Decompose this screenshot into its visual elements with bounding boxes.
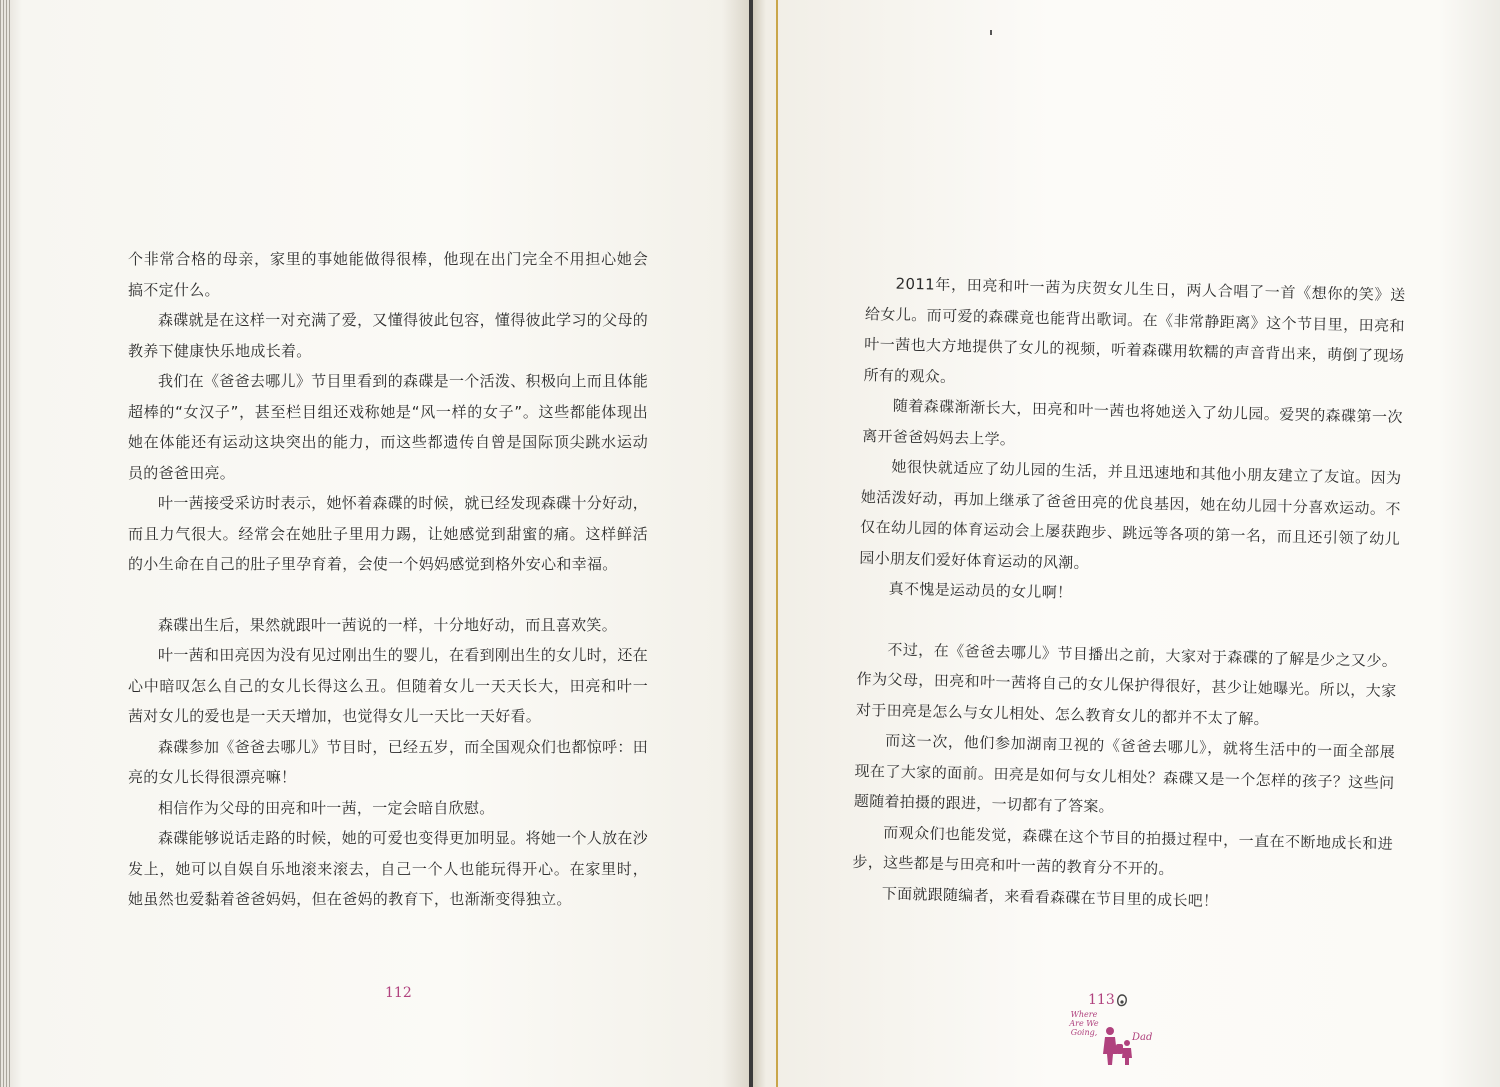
body-paragraph: 森碟出生后，果然就跟叶一茜说的一样，十分地好动，而且喜欢笑。: [158, 615, 618, 634]
body-paragraph: 下面就跟随编者，来看看森碟在节目里的成长吧！: [881, 884, 1219, 910]
footprint-icon: [1116, 994, 1128, 1008]
logo-line: Going,: [1070, 1028, 1098, 1037]
show-logo: [1066, 1010, 1156, 1066]
body-paragraph: 真不愧是运动员的女儿啊！: [888, 579, 1073, 602]
body-paragraph: 叶一茜接受采访时表示，她怀着森碟的时候，就已经发现森碟十分好动，而且力气很大。经常会在她肚子里用力踢，让她感觉到甜蜜的痛。这样鲜活的小生命在自己的肚子里孕育着，会使一个妈妈感觉到格外安心和幸福。: [128, 494, 648, 573]
page-number-left: 112: [385, 985, 412, 1001]
page-number-right: 113: [1088, 992, 1115, 1008]
book-gutter: [749, 0, 753, 1087]
body-paragraph: 相信作为父母的田亮和叶一茜，一定会暗自欣慰。: [158, 798, 495, 817]
body-paragraph: 叶一茜和田亮因为没有见过刚出生的婴儿，在看到刚出生的女儿时，还在心中暗叹怎么自己的女儿长得这么丑。但随着女儿一天天长大，田亮和叶一茜对女儿的爱也是一天天增加，也觉得女儿一天比一天好看。: [128, 646, 648, 725]
body-paragraph: 而观众们也能发觉，森碟在这个节目的拍摄过程中，一直在不断地成长和进步，这些都是与田亮和叶一茜的教育分不开的。: [852, 823, 1394, 879]
gold-rule: [776, 0, 778, 1087]
body-paragraph: 而这一次，他们参加湖南卫视的《爸爸去哪儿》，就将生活中的一面全部展现在了大家的面前。田亮是如何与女儿相处？森碟又是一个怎样的孩子？这些问题随着拍摄的跟进，一切都有了答案。: [853, 731, 1396, 816]
right-page: [752, 0, 1500, 1087]
logo-dad-text: Dad: [1132, 1032, 1153, 1043]
right-page-body: [851, 268, 1405, 920]
body-paragraph: 不过，在《爸爸去哪儿》节目播出之前，大家对于森碟的了解是少之又少。作为父母，田亮和叶一茜将自己的女儿保护得很好，甚少让她曝光。所以，大家对于田亮是怎么与女儿相处、怎么教育女儿的都并不太了解。: [855, 640, 1398, 728]
body-paragraph: 森碟参加《爸爸去哪儿》节目时，已经五岁，而全国观众们也都惊呼：田亮的女儿长得很漂亮嘛！: [128, 737, 648, 786]
body-paragraph: 她很快就适应了幼儿园的生活，并且迅速地和其他小朋友建立了友谊。因为她活泼好动，再加上继承了爸爸田亮的优良基因，她在幼儿园十分喜欢运动。不仅在幼儿园的体育运动会上屡获跑步、跳远等各项的第一名，而且还引领了幼儿园小朋友们爱好体育运动的风潮。: [859, 457, 1402, 572]
body-paragraph: 森碟就是在这样一对充满了爱，又懂得彼此包容，懂得彼此学习的父母的教养下健康快乐地成长着。: [128, 311, 648, 360]
father-daughter-icon: [1096, 1024, 1136, 1066]
page-edges: [0, 0, 10, 1087]
body-paragraph: 森碟能够说话走路的时候，她的可爱也变得更加明显。将她一个人放在沙发上，她可以自娱自乐地滚来滚去，自己一个人也能玩得开心。在家里时，她虽然也爱黏着爸爸妈妈，但在爸妈的教育下，也渐渐变得独立。: [128, 829, 648, 908]
body-paragraph: 随着森碟渐渐长大，田亮和叶一茜也将她送入了幼儿园。爱哭的森碟第一次离开爸爸妈妈去上学。: [861, 396, 1403, 448]
body-paragraph: 我们在《爸爸去哪儿》节目里看到的森碟是一个活泼、积极向上而且体能超棒的“女汉子”，甚至栏目组还戏称她是“风一样的女子”。这些都能体现出她在体能还有运动这块突出的能力，而这些都遗传自曾是国际顶尖跳水运动员的爸爸田亮。: [128, 372, 648, 482]
logo-line: Where: [1070, 1010, 1098, 1019]
paragraph-gap: [128, 580, 648, 610]
logo-line: Are We: [1069, 1019, 1099, 1028]
body-paragraph: 个非常合格的母亲，家里的事她能做得很棒，他现在出门完全不用担心她会搞不定什么。: [128, 250, 648, 299]
print-speck: [990, 30, 992, 35]
left-page-body: [128, 244, 648, 915]
body-paragraph: 2011年，田亮和叶一茜为庆贺女儿生日，两人合唱了一首《想你的笑》送给女儿。而可爱的森碟竟也能背出歌词。在《非常静距离》这个节目里，田亮和叶一茜也大方地提供了女儿的视频，听着森碟用软糯的声音背出来，萌倒了现场所有的观众。: [863, 274, 1406, 386]
